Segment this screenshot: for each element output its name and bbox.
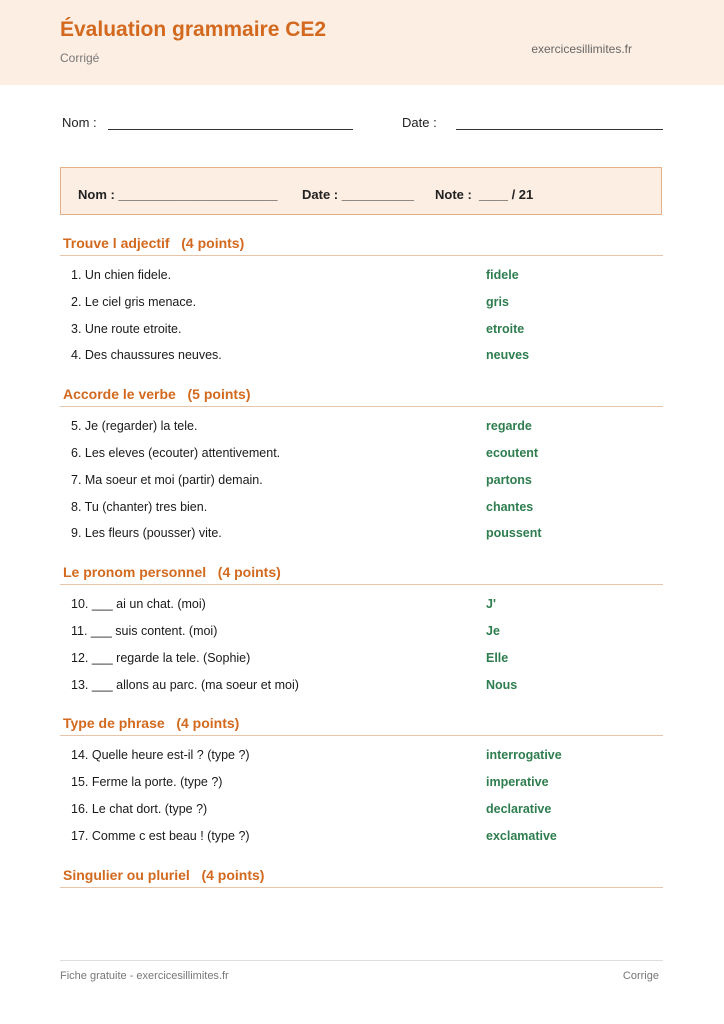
question-list xyxy=(60,888,663,908)
name-label: Nom : xyxy=(62,115,97,130)
question-text: 12. ___ regarde la tele. (Sophie) xyxy=(71,650,251,665)
footer-left: Fiche gratuite - exercicesillimites.fr xyxy=(60,970,229,982)
question-row xyxy=(60,262,663,289)
answer-text: Je xyxy=(486,623,500,638)
exercise-section xyxy=(60,561,663,712)
score-box xyxy=(60,167,662,215)
question-text: 9. Les fleurs (pousser) vite. xyxy=(71,526,222,541)
question-row xyxy=(60,769,663,796)
question-row xyxy=(60,618,663,645)
exercise-section xyxy=(60,383,663,561)
answer-text: partons xyxy=(486,472,532,487)
score-box-name: Nom : ______________________ xyxy=(78,187,278,202)
page-header xyxy=(0,0,724,85)
question-text: 6. Les eleves (ecouter) attentivement. xyxy=(71,445,281,460)
answer-text: imperative xyxy=(486,775,549,790)
score-box-date: Date : __________ xyxy=(302,187,415,202)
question-row xyxy=(60,316,663,343)
answer-text: interrogative xyxy=(486,748,562,763)
question-row xyxy=(60,672,663,699)
section-title: Trouve l adjectif (4 points) xyxy=(60,232,663,256)
question-list xyxy=(60,585,663,712)
section-title: Singulier ou pluriel (4 points) xyxy=(60,864,663,888)
answer-text: etroite xyxy=(486,321,525,336)
question-text: 5. Je (regarder) la tele. xyxy=(71,419,198,434)
answer-text: J' xyxy=(486,597,496,612)
answer-text: Nous xyxy=(486,677,518,692)
answer-text: fidele xyxy=(486,268,519,282)
question-text: 14. Quelle heure est-il ? (type ?) xyxy=(71,748,250,763)
question-text: 13. ___ allons au parc. (ma soeur et moi) xyxy=(71,677,299,692)
question-text: 3. Une route etroite. xyxy=(71,321,182,336)
page-title: Évaluation grammaire CE2 xyxy=(60,18,327,41)
question-text: 11. ___ suis content. (moi) xyxy=(71,623,218,638)
answer-text: regarde xyxy=(486,419,532,434)
section-title: Type de phrase (4 points) xyxy=(60,712,663,736)
question-text: 16. Le chat dort. (type ?) xyxy=(71,801,208,816)
question-row xyxy=(60,591,663,618)
question-text: 17. Comme c est beau ! (type ?) xyxy=(71,828,250,843)
date-fill-line xyxy=(456,129,663,130)
exercise-sections xyxy=(60,232,663,908)
exercise-section xyxy=(60,712,663,863)
answer-text: neuves xyxy=(486,348,530,363)
question-row xyxy=(60,742,663,769)
exercise-section xyxy=(60,232,663,383)
question-row xyxy=(60,494,663,521)
site-name: exercicesillimites.fr xyxy=(531,42,632,56)
question-text: 7. Ma soeur et moi (partir) demain. xyxy=(71,472,263,487)
question-text: 2. Le ciel gris menace. xyxy=(71,294,197,309)
question-row xyxy=(60,823,663,850)
section-title: Le pronom personnel (4 points) xyxy=(60,561,663,585)
question-list xyxy=(60,407,663,561)
date-label: Date : xyxy=(402,115,437,130)
answer-text: poussent xyxy=(486,526,542,541)
question-row xyxy=(60,342,663,369)
question-text: 10. ___ ai un chat. (moi) xyxy=(71,597,206,612)
question-row xyxy=(60,413,663,440)
name-fill-line xyxy=(108,129,353,130)
question-text: 15. Ferme la porte. (type ?) xyxy=(71,775,223,790)
footer-right: Corrige xyxy=(622,970,659,982)
answer-text: exclamative xyxy=(486,828,557,843)
answer-text: Elle xyxy=(486,650,509,665)
answer-text: chantes xyxy=(486,499,534,514)
answer-text: gris xyxy=(486,294,509,309)
answer-text: declarative xyxy=(486,801,552,816)
question-text: 8. Tu (chanter) tres bien. xyxy=(71,499,208,514)
question-text: 4. Des chaussures neuves. xyxy=(71,348,222,363)
question-list xyxy=(60,736,663,863)
page-subtitle: Corrigé xyxy=(60,51,100,65)
question-list xyxy=(60,256,663,383)
question-row xyxy=(60,796,663,823)
score-box-note: Note : ____ / 21 xyxy=(435,187,534,202)
question-row xyxy=(60,520,663,547)
question-text: 1. Un chien fidele. xyxy=(71,268,172,282)
answer-text: ecoutent xyxy=(486,445,539,460)
section-title: Accorde le verbe (5 points) xyxy=(60,383,663,407)
question-row xyxy=(60,645,663,672)
question-row xyxy=(60,289,663,316)
question-row xyxy=(60,467,663,494)
exercise-section xyxy=(60,864,663,908)
footer-divider xyxy=(60,960,663,961)
question-row xyxy=(60,440,663,467)
